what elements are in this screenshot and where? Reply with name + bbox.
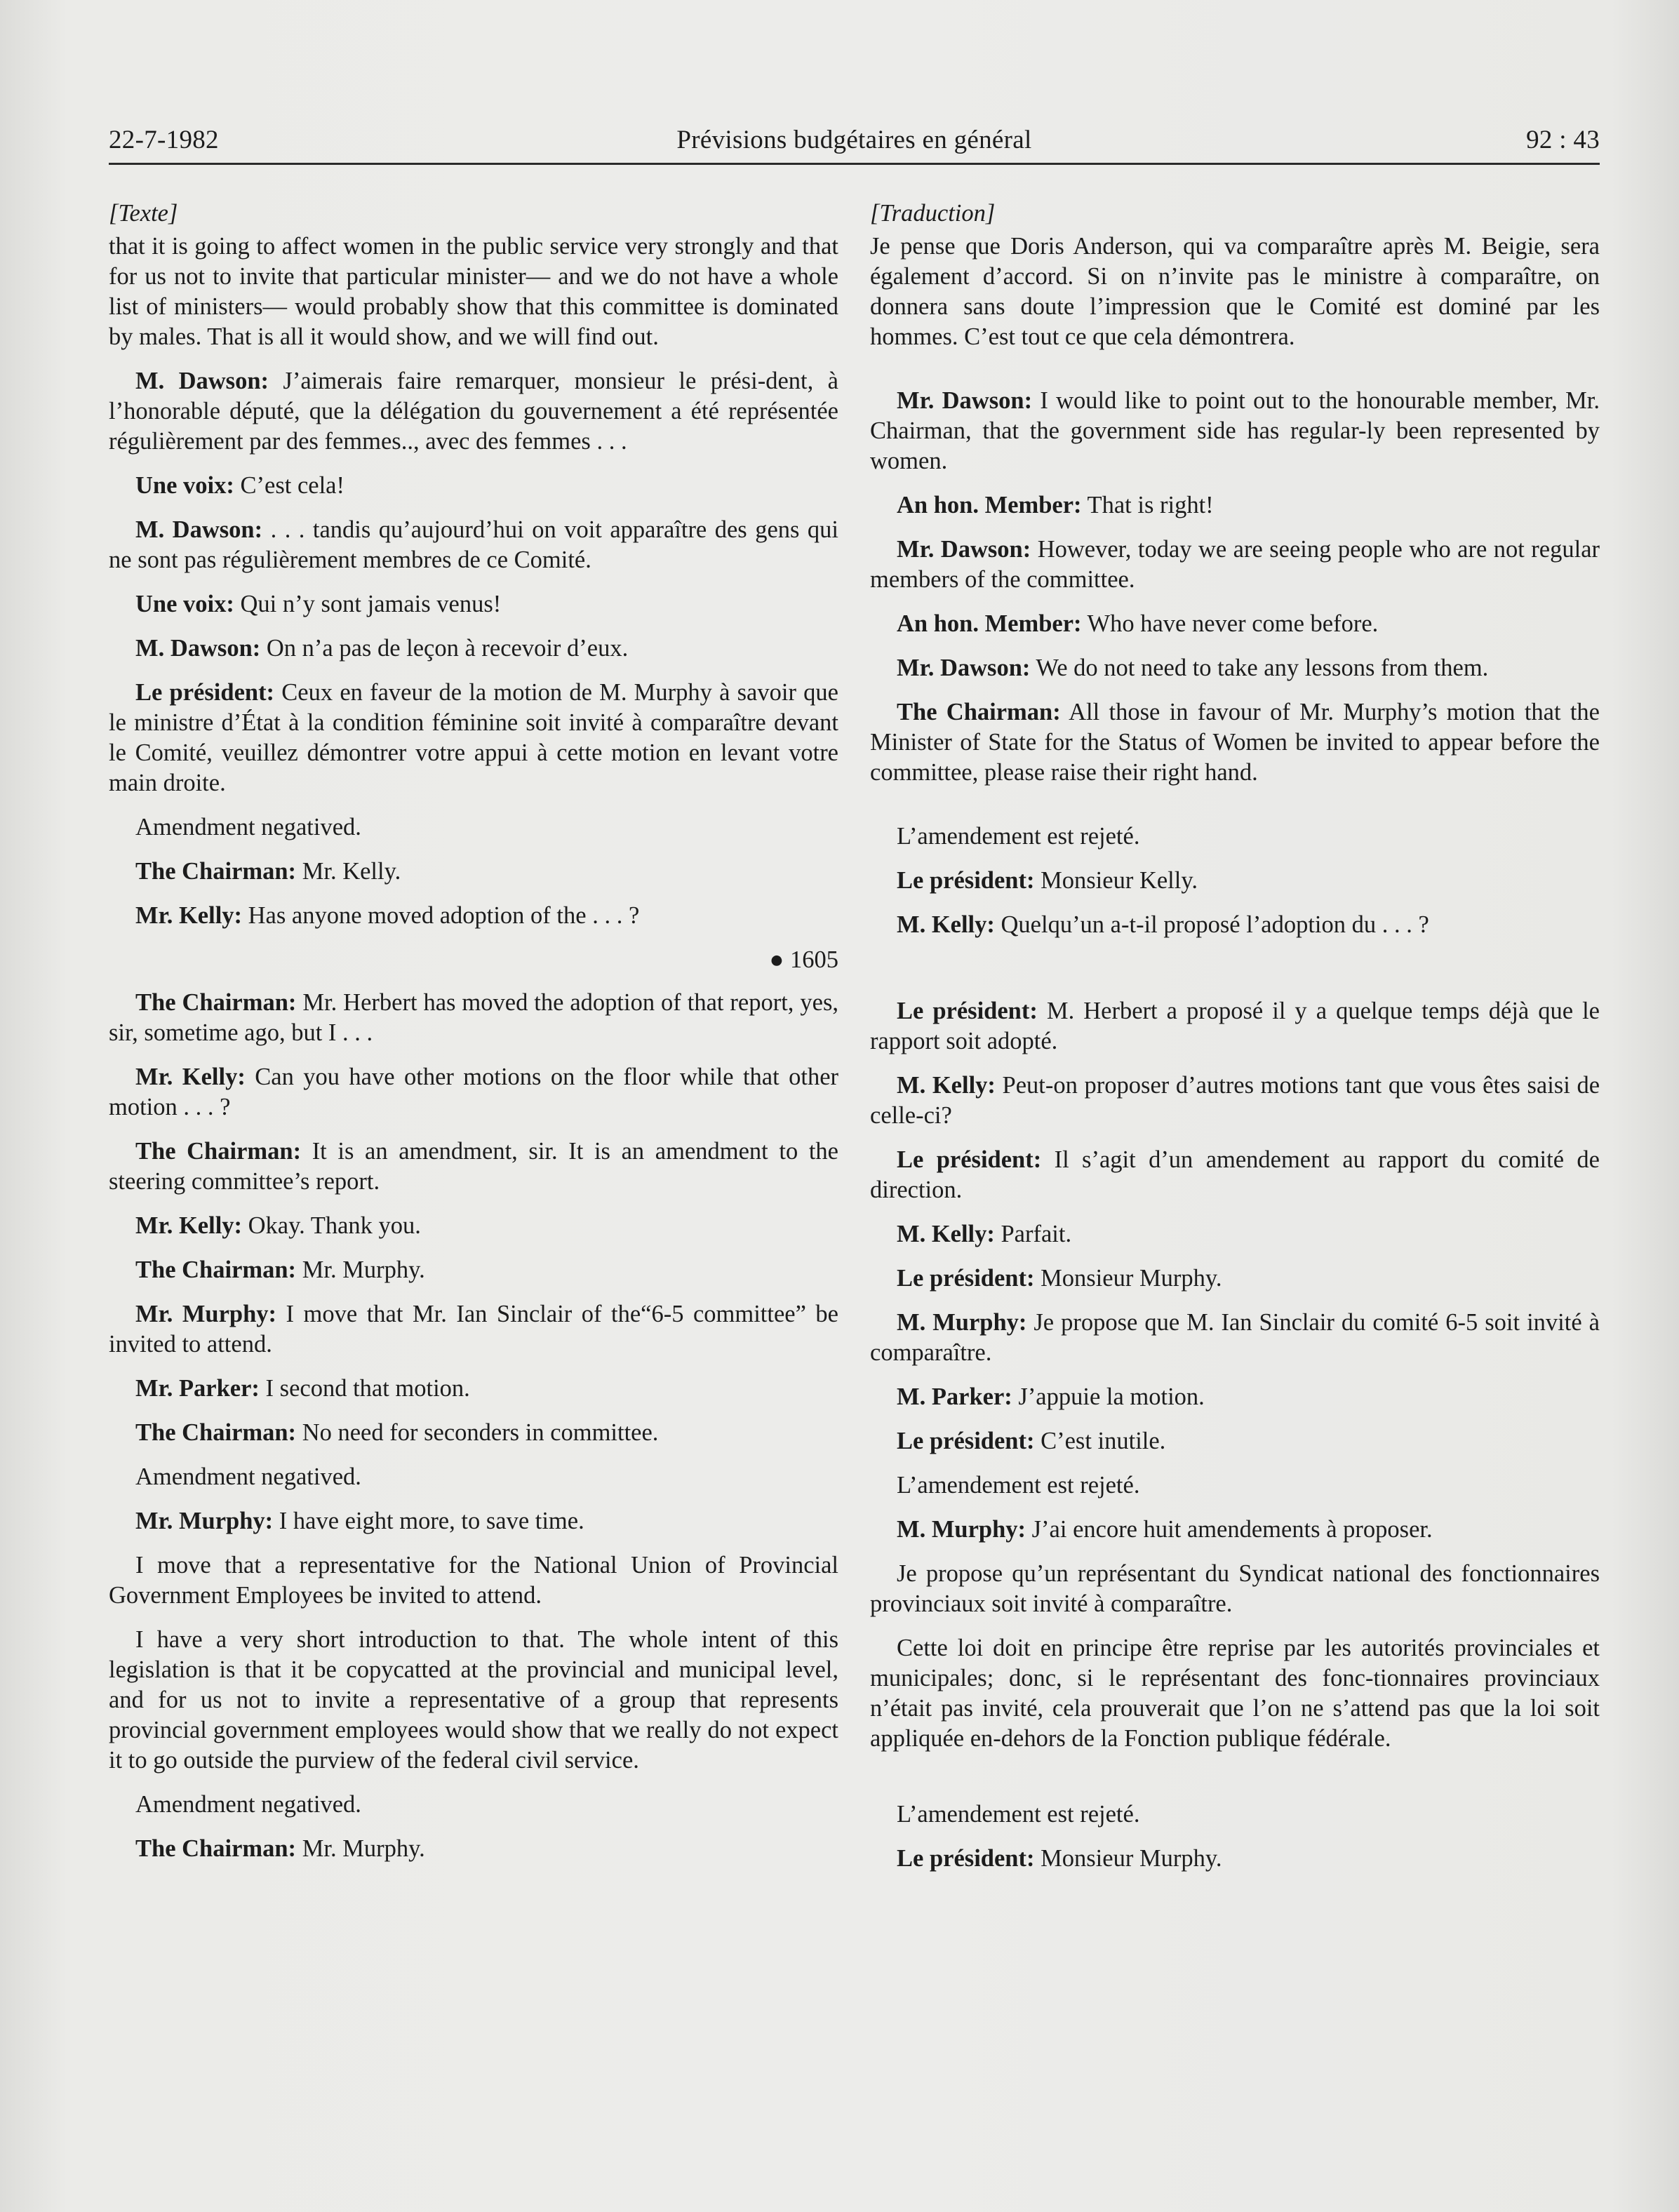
speech: Mr. Murphy. (296, 1835, 425, 1862)
paragraph: Cette loi doit en principe être reprise par les autorités provinciales et municipales; donc, si le représentant des fonc-tionnaires provinciaux n’était pas invité, cela prouverait que l’on ne s’attend pas que la loi soit appliquée en-dehors de la Fonction publique fédérale. (870, 1635, 1600, 1752)
speaker: The Chairman: (135, 989, 297, 1016)
paragraph: I have a very short introduction to that. The whole intent of this legislation is that it be copycatted at the provincial and municipal level, and for us not to invite a representative of a group that represents provincial government employees would show that we really do not expect it to go outside the purview of the federal civil service. (109, 1626, 838, 1774)
paragraph: I move that a representative for the National Union of Provincial Government Employees be invited to attend. (109, 1552, 838, 1609)
speaker: Mr. Parker: (135, 1375, 260, 1402)
speech: C’est cela! (234, 472, 345, 499)
speaker: An hon. Member: (897, 492, 1082, 518)
speaker: Mr. Dawson: (897, 536, 1031, 563)
header-date: 22-7-1982 (109, 126, 219, 154)
speech: Peut-on proposer d’autres motions tant que vous êtes saisi de celle-ci? (870, 1072, 1600, 1129)
paragraph: L’amendement est rejeté. (897, 1801, 1140, 1828)
speech: C’est inutile. (1034, 1428, 1166, 1454)
paragraph (109, 1506, 838, 1536)
speech: J’aimerais faire remarquer, monsieur le prési-dent, à l’honorable député, que la délégation du gouvernement a été représentée régulièrement par des femmes.., avec des femmes . . . (109, 368, 838, 455)
paragraph (870, 1515, 1600, 1545)
paragraph (109, 901, 838, 931)
speech: We do not need to take any lessons from them. (1030, 655, 1489, 681)
speaker: Mr. Kelly: (135, 1064, 246, 1090)
speech: . . . tandis qu’aujourd’hui on voit apparaître des gens qui ne sont pas régulièrement membres de ce Comité. (109, 516, 838, 573)
header-page-number: 92 : 43 (1526, 126, 1600, 154)
paragraph (109, 1062, 838, 1122)
paragraph: Amendment negatived. (135, 814, 361, 840)
paragraph (870, 1071, 1600, 1131)
paragraph (109, 1834, 838, 1864)
paragraph (109, 366, 838, 457)
tag-text: Texte (118, 200, 168, 227)
speaker: An hon. Member: (897, 610, 1082, 637)
paragraph (870, 697, 1600, 788)
paragraph (870, 1308, 1600, 1368)
speech: However, today we are seeing people who are not regular members of the committee. (870, 536, 1600, 593)
speaker: Le président: (897, 1428, 1035, 1454)
speech: Qui n’y sont jamais venus! (234, 591, 502, 617)
speaker: The Chairman: (135, 1835, 297, 1862)
paragraph (109, 515, 838, 575)
tag-text: Traduction (879, 200, 986, 227)
header-title: Prévisions budgétaires en général (676, 126, 1032, 154)
speech: J’appuie la motion. (1012, 1383, 1205, 1410)
speech: Il s’agit d’un amendement au rapport du comité de direction. (870, 1146, 1600, 1203)
speaker: M. Kelly: (897, 1221, 995, 1247)
speaker: The Chairman: (135, 1419, 297, 1446)
speaker: Mr. Dawson: (897, 655, 1031, 681)
language-tag-traduction: [Traduction] (870, 200, 996, 227)
spacer (870, 1768, 1600, 1799)
header-rule (109, 163, 1600, 165)
paragraph (870, 1426, 1600, 1456)
paragraph (109, 589, 838, 619)
speaker: Une voix: (135, 591, 234, 617)
running-header (109, 125, 1600, 164)
speaker: M. Parker: (897, 1383, 1012, 1410)
paragraph (109, 857, 838, 887)
speaker: Le président: (897, 1146, 1042, 1173)
speech: On n’a pas de leçon à recevoir d’eux. (260, 635, 629, 662)
speaker: M. Dawson: (135, 516, 263, 543)
speech: J’ai encore huit amendements à proposer. (1026, 1516, 1433, 1543)
speech: M. Herbert a proposé il y a quelque temps déjà que le rapport soit adopté. (870, 998, 1600, 1054)
speaker: Le président: (897, 1265, 1035, 1292)
speech: Quelqu’un a-t-il proposé l’adoption du . . . ? (994, 911, 1429, 938)
speaker: The Chairman: (135, 1256, 297, 1283)
speech: All those in favour of Mr. Murphy’s motion that the Minister of State for the Status of Women be invited to appear before the committee, please raise their right hand. (870, 699, 1600, 786)
speaker: Le président: (135, 679, 275, 706)
paragraph (870, 535, 1600, 595)
speech: I second that motion. (259, 1375, 470, 1402)
paragraph: L’amendement est rejeté. (897, 823, 1140, 850)
paragraph: Amendment negatived. (135, 1791, 361, 1818)
paragraph: L’amendement est rejeté. (897, 1472, 1140, 1499)
paragraph: Je pense que Doris Anderson, qui va comparaître après M. Beigie, sera également d’accord. Si on n’invite pas le ministre à comparaître, on donnera sans doute l’impression que le Comité est dominé par les hommes. C’est tout ce que cela démontrera. (870, 233, 1600, 350)
speaker: M. Kelly: (897, 911, 995, 938)
paragraph (109, 1418, 838, 1448)
paragraph (109, 988, 838, 1048)
paragraph (870, 1382, 1600, 1412)
paragraph (870, 1219, 1600, 1249)
speaker: Le président: (897, 1845, 1035, 1872)
speech: Monsieur Murphy. (1034, 1265, 1222, 1292)
speaker: Le président: (897, 867, 1035, 894)
time-marker: ● 1605 (769, 946, 838, 973)
speech: Mr. Murphy. (296, 1256, 425, 1283)
paragraph (870, 653, 1600, 683)
speaker: Mr. Murphy: (135, 1301, 277, 1327)
paragraph: Amendment negatived. (135, 1463, 361, 1490)
paragraph (870, 910, 1600, 940)
paragraph (109, 678, 838, 798)
paragraph (109, 634, 838, 664)
speaker: The Chairman: (135, 858, 297, 885)
speaker: Mr. Kelly: (135, 902, 243, 929)
paragraph (870, 386, 1600, 476)
speaker: Mr. Dawson: (897, 387, 1033, 414)
speaker: M. Dawson: (135, 368, 269, 394)
paragraph (870, 609, 1600, 639)
speaker: M. Murphy: (897, 1309, 1027, 1336)
speech: Mr. Kelly. (296, 858, 401, 885)
left-column (109, 199, 838, 1878)
paragraph: Je propose qu’un représentant du Syndicat national des fonctionnaires provinciaux soit invité à comparaître. (870, 1560, 1600, 1617)
speaker: The Chairman: (897, 699, 1061, 725)
speaker: Le président: (897, 998, 1038, 1024)
paragraph (109, 1211, 838, 1241)
paragraph (870, 1145, 1600, 1205)
speaker: The Chairman: (135, 1138, 302, 1165)
speech: Has anyone moved adoption of the . . . ? (242, 902, 640, 929)
speech: Mr. Herbert has moved the adoption of that report, yes, sir, sometime ago, but I . . . (109, 989, 839, 1046)
paragraph (870, 1844, 1600, 1874)
paragraph (109, 1255, 838, 1285)
speech: Monsieur Murphy. (1034, 1845, 1222, 1872)
spacer (870, 954, 1600, 996)
speech: Parfait. (994, 1221, 1072, 1247)
speech: No need for seconders in committee. (296, 1419, 659, 1446)
speech: I move that Mr. Ian Sinclair of the“6-5 committee” be invited to attend. (109, 1301, 838, 1358)
speaker: Mr. Kelly: (135, 1212, 243, 1239)
speech: It is an amendment, sir. It is an amendment to the steering committee’s report. (109, 1138, 838, 1195)
paragraph (109, 1137, 838, 1197)
speaker: M. Murphy: (897, 1516, 1026, 1543)
paragraph (109, 1374, 838, 1404)
speaker: M. Dawson: (135, 635, 261, 662)
speech: Okay. Thank you. (242, 1212, 421, 1239)
paragraph (870, 996, 1600, 1057)
speech: Can you have other motions on the floor while that other motion . . . ? (109, 1064, 839, 1120)
paragraph (109, 471, 838, 501)
speech: Who have never come before. (1081, 610, 1379, 637)
paragraph (870, 490, 1600, 521)
paragraph (870, 1263, 1600, 1294)
speech: Monsieur Kelly. (1034, 867, 1198, 894)
speech: That is right! (1081, 492, 1214, 518)
speaker: M. Kelly: (897, 1072, 996, 1099)
speaker: Mr. Murphy: (135, 1508, 274, 1534)
speaker: Une voix: (135, 472, 234, 499)
paragraph (870, 866, 1600, 896)
speech: Ceux en faveur de la motion de M. Murphy à savoir que le ministre d’État à la condition féminine soit invité à comparaître devant le Comité, veuillez démontrer votre appui à cette motion en levant votre main droite. (109, 679, 838, 796)
paragraph: that it is going to affect women in the public service very strongly and that for us not to invite that particular minister— and we do not have a whole list of ministers— would probably show that this committee is dominated by males. That is all it would show, and we will find out. (109, 233, 838, 350)
language-tag-texte: [Texte] (109, 200, 178, 227)
paragraph (109, 1299, 838, 1360)
speech: I have eight more, to save time. (273, 1508, 584, 1534)
speech: Je propose que M. Ian Sinclair du comité 6-5 soit invité à comparaître. (870, 1309, 1600, 1366)
speech: I would like to point out to the honourable member, Mr. Chairman, that the government side has regular-ly been represented by women. (870, 387, 1600, 474)
right-column (870, 199, 1600, 1888)
